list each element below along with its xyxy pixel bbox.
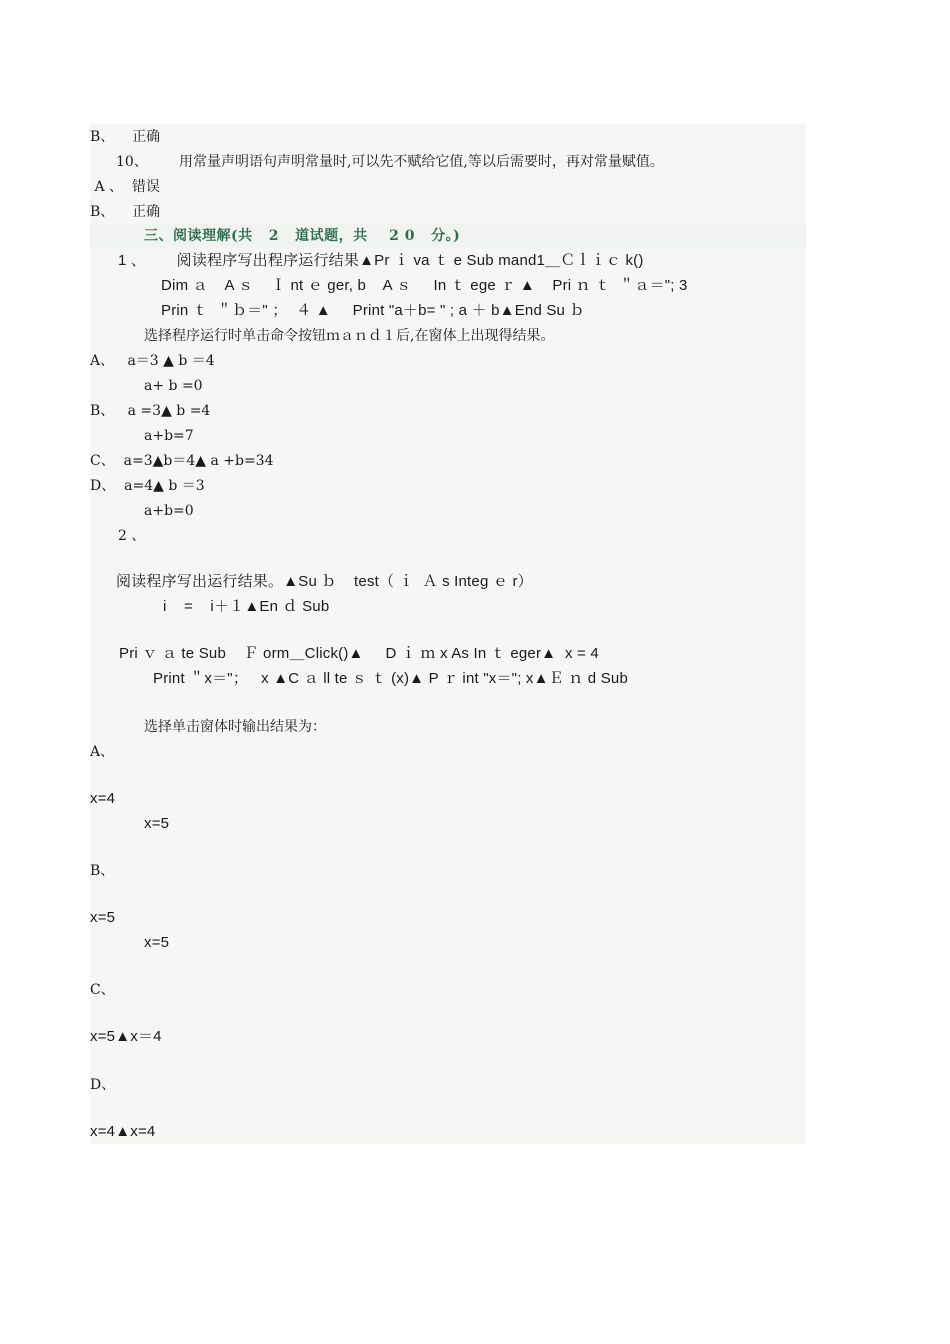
r1-option-a-line-1: A、 a＝3 ▲ b ＝4 — [90, 353, 215, 369]
r2-code-line-4: Print ＂x＝"； x ▲C ａ ll te ｓ ｔ (x)▲ P ｒ int "x＝"; x▲Ｅ ｎ d Sub — [153, 670, 629, 687]
q9-option-b: B、 正确 — [90, 129, 161, 145]
r2-option-d-label: D、 — [90, 1077, 116, 1093]
r2-option-c-label: C、 — [90, 982, 115, 998]
r2-option-b-line-2: x=5 — [144, 934, 170, 951]
q10-stem: 10、 用常量声明语句声明常量时,可以先不赋给它值,等以后需要时，再对常量赋值。 — [116, 154, 664, 170]
r1-code-line-1: 1 、 阅读程序写出程序运行结果▲Pr ｉ va ｔ e Sub mand1＿Ｃｌｉｃ k() — [118, 252, 644, 269]
section-title: 三、阅读理解(共 2 道试题，共 2 0 分。) — [144, 228, 461, 244]
r1-code-line-2: Dim ａ A ｓ Ｉ nt ｅ ger, b A ｓ In ｔ ege ｒ ▲ Pri ｎ ｔ ＂ａ＝"; 3 — [161, 277, 688, 294]
r1-option-a-line-2: a+ b =0 — [144, 378, 203, 394]
r1-option-b-line-1: B、 a =3▲ b =4 — [90, 403, 211, 419]
r1-option-c: C、 a=3▲b＝4▲ a +b=34 — [90, 453, 274, 469]
r2-number: 2 、 — [118, 528, 146, 544]
q10-option-a: A 、 错误 — [90, 179, 160, 195]
r2-prompt: 选择单击窗体时输出结果为： — [144, 719, 326, 735]
r1-prompt: 选择程序运行时单击命令按钮ｍａｎｄ１后,在窗体上出现得结果。 — [144, 328, 555, 344]
r1-option-d-line-1: D、 a=4▲ b ＝3 — [90, 478, 205, 494]
r2-option-c-line-1: x=5▲x＝4 — [90, 1028, 162, 1045]
r2-code-line-3: Pri ｖ ａ te Sub Ｆ orm＿Click()▲ D ｉ ｍ x As In ｔ eger▲ x = 4 — [119, 645, 599, 662]
r1-option-b-line-2: a+b=7 — [144, 428, 194, 444]
r2-option-b-label: B、 — [90, 863, 115, 879]
r2-option-b-line-1: x=5 — [90, 909, 116, 926]
r2-option-a-line-2: x=5 — [144, 815, 170, 832]
r2-option-a-line-1: x=4 — [90, 790, 116, 807]
r1-code-line-3: Prin ｔ ＂ｂ＝" ； ４ ▲ Print "a＋b= " ; a ＋ b▲End Su ｂ — [161, 302, 585, 319]
r2-code-line-2: i = i＋１▲En ｄ Sub — [163, 598, 330, 615]
r2-option-d-line-1: x=4▲x=4 — [90, 1123, 156, 1140]
r1-option-d-line-2: a+b=0 — [144, 503, 194, 519]
r2-option-a-label: A、 — [90, 744, 115, 760]
q10-option-b: B、 正确 — [90, 204, 161, 220]
r2-code-line-1: 阅读程序写出运行结果。▲Su ｂ test（ ｉ Ａ s Integ ｅ r） — [116, 573, 533, 590]
